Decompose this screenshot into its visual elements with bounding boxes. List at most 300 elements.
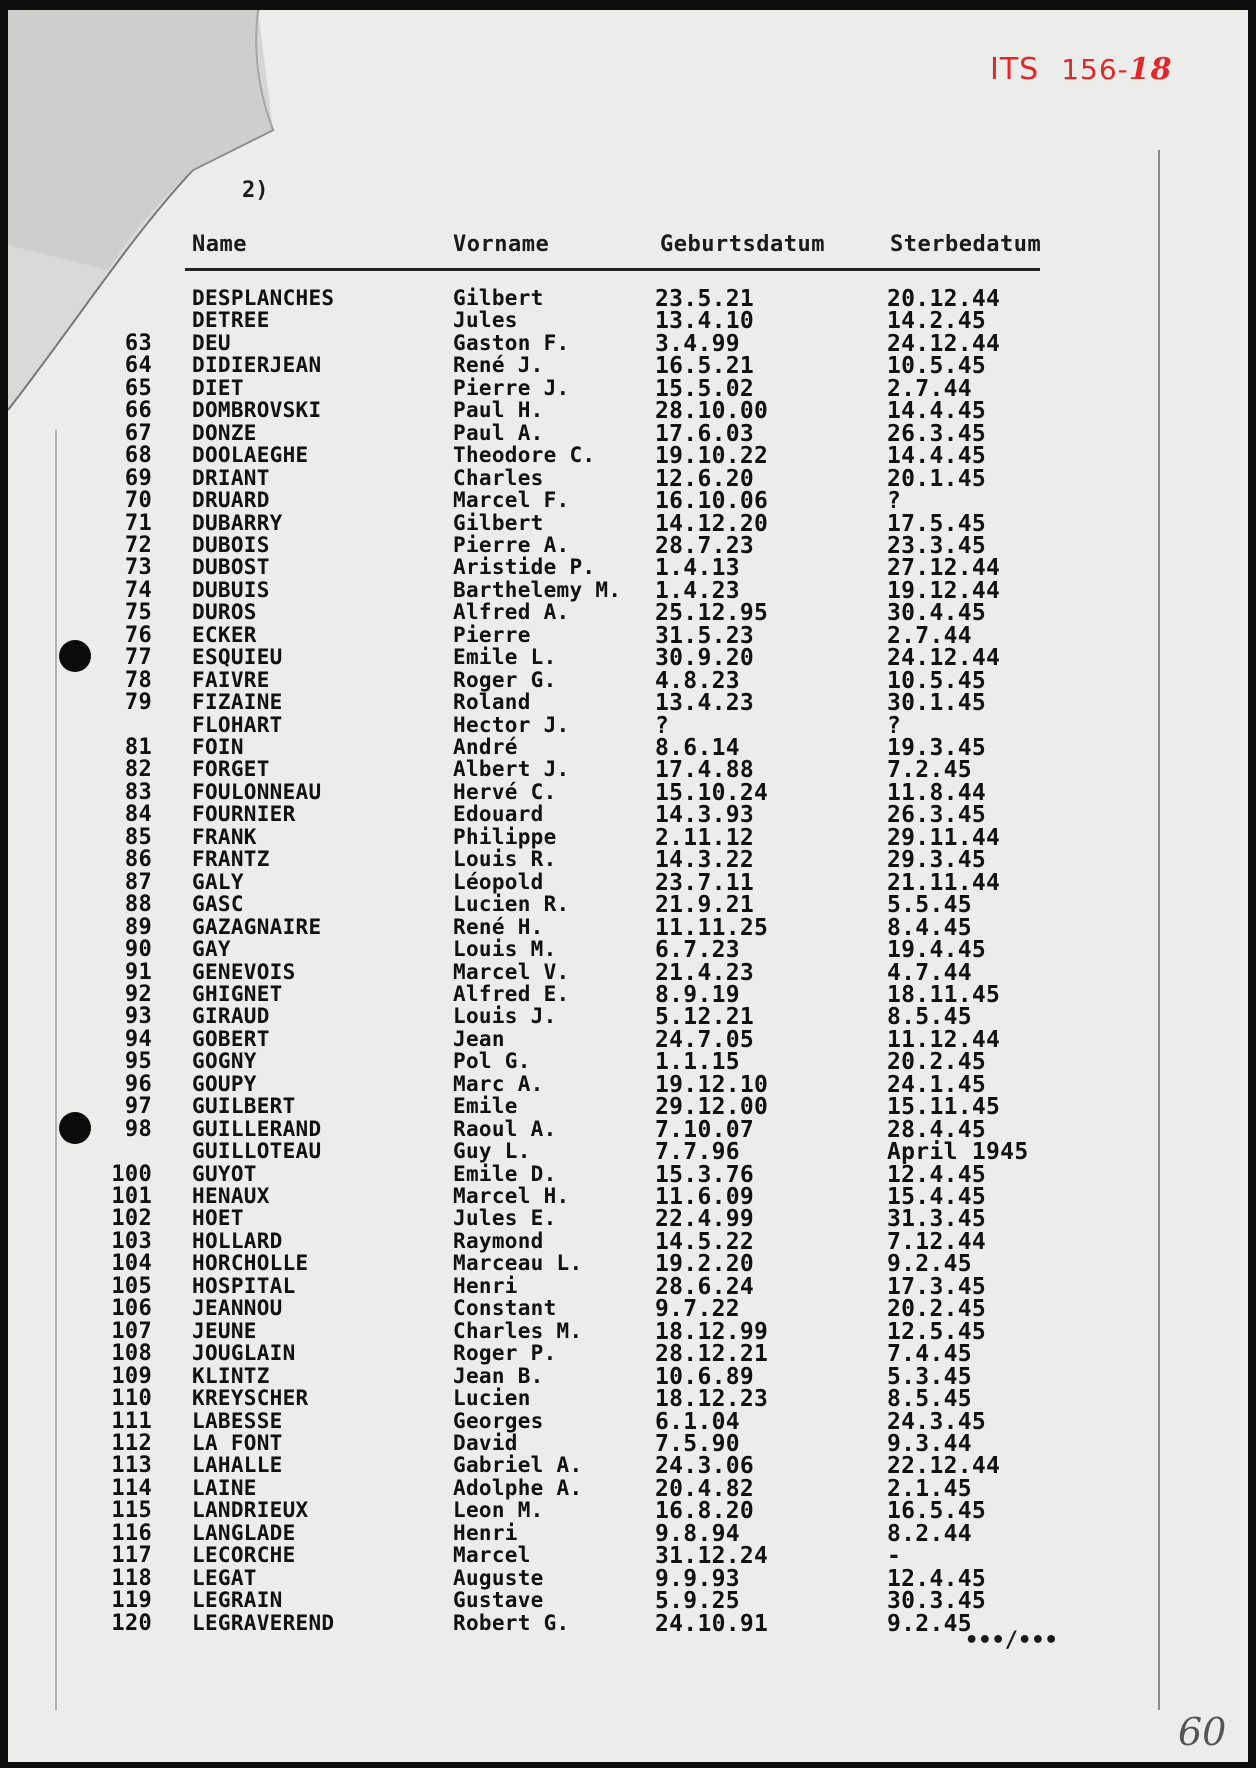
row-number: 87 [124,869,152,895]
surname: FAIVRE [192,667,270,692]
death-date: 2.1.45 [887,1475,972,1502]
birth-date: 28.10.00 [655,398,769,425]
surname: KREYSCHER [192,1386,309,1411]
death-date: ? [887,712,902,739]
row-number: 109 [111,1363,152,1389]
row-number: 65 [124,375,152,401]
birth-date: 16.5.21 [655,353,755,380]
birth-date: 15.5.02 [655,375,755,402]
death-date: 12.4.45 [887,1565,987,1592]
record-row [0,735,1256,761]
row-number: 108 [111,1341,152,1367]
first-name: Marceau L. [453,1251,583,1276]
record-row [0,1228,1256,1255]
record-row [0,869,1256,896]
first-name: Lucien R. [453,892,570,917]
row-number: 93 [124,1004,152,1030]
first-name: Raoul A. [453,1116,557,1141]
row-number: 113 [111,1453,152,1479]
surname: DONZE [192,420,257,445]
surname: LABESSE [192,1408,283,1433]
birth-date: 7.5.90 [655,1430,740,1457]
first-name: Lucien [453,1386,531,1411]
punch-hole-top [59,640,91,672]
row-number: 104 [111,1251,152,1277]
death-date: 2.7.44 [887,375,972,402]
row-number: 96 [124,1071,152,1097]
record-row [0,488,1256,515]
surname: FLOHART [192,712,283,737]
death-date: 11.8.44 [887,779,987,806]
surname: FRANTZ [192,847,270,872]
row-number: 92 [124,981,152,1007]
birth-date: 13.4.10 [655,308,755,335]
surname: HENAUX [192,1184,270,1208]
column-header-first-name: Vorname [453,232,550,257]
first-name: Jean [453,1026,505,1051]
row-number: 111 [111,1408,152,1434]
first-name: Marc A. [453,1071,544,1096]
record-row [0,892,1256,919]
death-date: 14.2.45 [887,308,987,335]
first-name: Gilbert [453,510,544,535]
death-date: 26.3.45 [887,420,987,447]
birth-date: 17.4.88 [655,757,755,784]
first-name: Gustave [453,1588,544,1613]
death-date: 24.3.45 [887,1408,987,1435]
surname: DETREE [192,308,270,333]
record-row [0,330,1256,357]
record-row [0,1341,1256,1368]
first-name: Robert G. [453,1610,570,1635]
row-number: 102 [111,1206,152,1232]
record-row [0,443,1256,470]
row-number: 101 [111,1184,152,1209]
death-date: 29.11.44 [887,824,1001,851]
record-row [0,1453,1256,1480]
record-row [0,1094,1256,1121]
row-number: 115 [111,1498,152,1524]
birth-date: 29.12.00 [655,1094,769,1121]
first-name: Marcel [453,1543,531,1568]
row-number: 75 [124,600,152,626]
surname: DIET [192,375,244,400]
death-date: 9.2.45 [887,1251,972,1278]
surname: FORGET [192,757,270,782]
birth-date: 19.2.20 [655,1251,755,1278]
surname: FOULONNEAU [192,779,322,804]
record-row [0,308,1256,335]
first-name: Paul H. [453,398,544,423]
row-number: 116 [111,1520,152,1546]
record-row [0,1139,1256,1166]
header-rule [185,268,1040,271]
death-date: 23.3.45 [887,532,987,559]
record-row [0,1049,1256,1076]
first-name: Barthelemy M. [453,577,622,602]
record-row [0,712,1256,739]
its-stamp [990,52,1173,87]
column-header-name: Name [192,232,247,257]
surname: GUYOT [192,1161,257,1186]
birth-date: 31.12.24 [655,1543,769,1570]
record-row [0,286,1256,312]
first-name: Marcel H. [453,1184,570,1208]
row-number: 91 [124,959,152,985]
death-date: 11.12.44 [887,1026,1001,1053]
first-name: Guy L. [453,1139,531,1164]
death-date: 20.12.44 [887,286,1001,312]
record-row [0,1116,1256,1143]
death-date: 2.7.44 [887,622,972,649]
record-row [0,1363,1256,1390]
birth-date: 5.9.25 [655,1588,740,1615]
birth-date: 12.6.20 [655,465,755,492]
first-name: Georges [453,1408,544,1433]
first-name: Auguste [453,1565,544,1590]
first-name: Louis M. [453,937,557,962]
first-name: Edouard [453,802,544,827]
death-date: 20.2.45 [887,1296,987,1323]
death-date: - [887,1543,902,1570]
surname: DUROS [192,600,257,625]
death-date: 31.3.45 [887,1206,987,1233]
surname: JEANNOU [192,1296,283,1321]
first-name: Charles [453,465,544,490]
birth-date: 28.6.24 [655,1273,755,1300]
record-row [0,577,1256,604]
surname: JEUNE [192,1318,257,1343]
surname: GIRAUD [192,1004,270,1029]
first-name: Emile D. [453,1161,557,1186]
birth-date: ? [655,712,670,739]
record-row [0,1565,1256,1592]
row-number: 66 [124,398,152,424]
death-date: 19.4.45 [887,937,987,964]
first-name: Roland [453,690,531,715]
record-row [0,555,1256,582]
first-name: Adolphe A. [453,1475,583,1500]
surname: HORCHOLLE [192,1251,309,1276]
surname: LECORCHE [192,1543,296,1568]
record-row [0,690,1256,717]
birth-date: 10.6.89 [655,1363,755,1390]
birth-date: 8.9.19 [655,981,740,1008]
record-row [0,1184,1256,1210]
birth-date: 3.4.99 [655,330,740,357]
birth-date: 21.9.21 [655,892,755,919]
record-row [0,465,1256,492]
record-row [0,1296,1256,1323]
row-number: 74 [124,577,152,603]
row-number: 86 [124,847,152,873]
birth-date: 8.6.14 [655,735,740,761]
record-row [0,1408,1256,1435]
death-date: 5.3.45 [887,1363,972,1390]
row-number: 84 [124,802,152,828]
death-date: 7.12.44 [887,1228,987,1255]
birth-date: 23.7.11 [655,869,755,896]
record-row [0,757,1256,784]
row-number: 98 [124,1116,152,1142]
record-row [0,937,1256,964]
death-date: 19.3.45 [887,735,987,761]
first-name: Léopold [453,869,544,894]
birth-date: 14.3.93 [655,802,755,829]
first-name: Jules E. [453,1206,557,1231]
first-name: Theodore C. [453,443,596,468]
death-date: 7.2.45 [887,757,972,784]
first-name: David [453,1430,518,1455]
record-row [0,1251,1256,1278]
row-number: 107 [111,1318,152,1344]
surname: ECKER [192,622,257,647]
surname: DOOLAEGHE [192,443,309,468]
row-number: 90 [124,937,152,963]
row-number: 70 [124,488,152,514]
birth-date: 1.1.15 [655,1049,740,1076]
birth-date: 24.7.05 [655,1026,755,1053]
birth-date: 24.3.06 [655,1453,755,1480]
birth-date: 25.12.95 [655,600,769,627]
record-row [0,802,1256,829]
surname: DUBOST [192,555,270,580]
first-name: Pol G. [453,1049,531,1074]
birth-date: 20.4.82 [655,1475,755,1502]
first-name: Hervé C. [453,779,557,804]
first-name: Emile L. [453,645,557,670]
birth-date: 14.12.20 [655,510,769,537]
death-date: 20.1.45 [887,465,987,492]
stamp-label: ITS [990,52,1040,87]
surname: LA FONT [192,1430,283,1455]
surname: DOMBROVSKI [192,398,322,423]
first-name: Jules [453,308,518,333]
row-number: 69 [124,465,152,491]
death-date: 30.3.45 [887,1588,987,1615]
death-date: 12.4.45 [887,1161,987,1188]
death-date: April 1945 [887,1139,1029,1166]
record-row [0,645,1256,672]
birth-date: 23.5.21 [655,286,755,312]
row-number: 85 [124,824,152,850]
continuation-mark: •••/••• [965,1628,1058,1653]
surname: DIDIERJEAN [192,353,322,378]
birth-date: 28.7.23 [655,532,755,559]
surname: HOET [192,1206,244,1231]
record-row [0,1610,1256,1637]
row-number: 100 [111,1161,152,1187]
death-date: 7.4.45 [887,1341,972,1368]
surname: GHIGNET [192,981,283,1006]
birth-date: 17.6.03 [655,420,755,447]
death-date: 15.4.45 [887,1184,987,1210]
death-date: 14.4.45 [887,398,987,425]
birth-date: 9.8.94 [655,1520,740,1547]
death-date: 15.11.45 [887,1094,1001,1121]
first-name: Gaston F. [453,330,570,355]
row-number: 94 [124,1026,152,1052]
birth-date: 9.9.93 [655,1565,740,1592]
birth-date: 4.8.23 [655,667,740,694]
row-number: 119 [111,1588,152,1614]
death-date: 10.5.45 [887,667,987,694]
birth-date: 15.3.76 [655,1161,755,1188]
record-row [0,1026,1256,1053]
surname: GALY [192,869,244,894]
first-name: Pierre J. [453,375,570,400]
first-name: Alfred E. [453,981,570,1006]
surname: DEU [192,330,231,355]
row-number: 106 [111,1296,152,1322]
surname: LEGRAVEREND [192,1610,335,1635]
death-date: 16.5.45 [887,1498,987,1525]
record-row [0,532,1256,559]
row-number: 79 [124,690,152,716]
first-name: Albert J. [453,757,570,782]
surname: LANGLADE [192,1520,296,1545]
birth-date: 18.12.99 [655,1318,769,1345]
birth-date: 16.10.06 [655,488,769,515]
surname: FIZAINE [192,690,283,715]
birth-date: 19.12.10 [655,1071,769,1098]
first-name: Philippe [453,824,557,849]
record-row [0,1386,1256,1413]
surname: LEGAT [192,1565,257,1590]
surname: KLINTZ [192,1363,270,1388]
surname: GAY [192,937,231,962]
birth-date: 21.4.23 [655,959,755,986]
first-name: Louis R. [453,847,557,872]
first-name: Aristide P. [453,555,596,580]
surname: DRUARD [192,488,270,513]
record-row [0,600,1256,627]
death-date: 28.4.45 [887,1116,987,1143]
birth-date: 6.1.04 [655,1408,740,1435]
death-date: 19.12.44 [887,577,1001,604]
surname: JOUGLAIN [192,1341,296,1366]
birth-date: 9.7.22 [655,1296,740,1323]
death-date: 17.3.45 [887,1273,987,1300]
first-name: Henri [453,1520,518,1545]
record-row [0,622,1256,649]
surname: HOSPITAL [192,1273,296,1298]
row-number: 112 [111,1430,152,1456]
death-date: 8.5.45 [887,1004,972,1031]
column-header-death-date: Sterbedatum [890,232,1042,257]
death-date: 9.3.44 [887,1430,972,1457]
surname: GOBERT [192,1026,270,1051]
surname: LEGRAIN [192,1588,283,1613]
surname: GASC [192,892,244,917]
death-date: 8.5.45 [887,1386,972,1413]
death-date: 26.3.45 [887,802,987,829]
record-row [0,1273,1256,1300]
surname: FOURNIER [192,802,296,827]
surname: LAHALLE [192,1453,283,1478]
record-row [0,959,1256,986]
first-name: Jean B. [453,1363,544,1388]
punch-hole-bottom [59,1112,91,1144]
birth-date: 22.4.99 [655,1206,755,1233]
surname: GUILLERAND [192,1116,322,1141]
surname: GOGNY [192,1049,257,1074]
birth-date: 18.12.23 [655,1386,769,1413]
birth-date: 19.10.22 [655,443,769,470]
record-row [0,1588,1256,1615]
row-number: 95 [124,1049,152,1075]
death-date: 8.4.45 [887,914,972,941]
first-name: Gilbert [453,286,544,310]
first-name: René J. [453,353,544,378]
row-number: 68 [124,443,152,469]
first-name: Pierre A. [453,532,570,557]
death-date: 5.5.45 [887,892,972,919]
surname: DUBUIS [192,577,270,602]
first-name: André [453,735,518,759]
record-row [0,1206,1256,1233]
first-name: Hector J. [453,712,570,737]
death-date: 29.3.45 [887,847,987,874]
death-date: 30.1.45 [887,690,987,717]
birth-date: 11.11.25 [655,914,769,941]
birth-date: 15.10.24 [655,779,769,806]
surname: FOIN [192,735,244,759]
row-number: 76 [124,622,152,648]
death-date: 27.12.44 [887,555,1001,582]
birth-date: 14.3.22 [655,847,755,874]
first-name: Raymond [453,1228,544,1253]
death-date: 17.5.45 [887,510,987,537]
birth-date: 24.10.91 [655,1610,769,1637]
row-number: 97 [124,1094,152,1120]
death-date: 12.5.45 [887,1318,987,1345]
first-name: Constant [453,1296,557,1321]
surname: DUBARRY [192,510,283,535]
death-date: ? [887,488,902,515]
row-number: 67 [124,420,152,446]
death-date: 18.11.45 [887,981,1001,1008]
record-row [0,981,1256,1008]
surname: LAINE [192,1475,257,1500]
first-name: René H. [453,914,544,939]
column-header-birth-date: Geburtsdatum [660,232,825,257]
surname: GOUPY [192,1071,257,1096]
surname: FRANK [192,824,257,849]
death-date: 8.2.44 [887,1520,972,1547]
row-number: 63 [124,330,152,356]
surname: GUILBERT [192,1094,296,1119]
record-row [0,847,1256,874]
row-number: 83 [124,779,152,805]
surname: DUBOIS [192,532,270,557]
birth-date: 11.6.09 [655,1184,755,1210]
record-row [0,398,1256,425]
surname: DESPLANCHES [192,286,335,310]
record-row [0,1498,1256,1525]
row-number: 78 [124,667,152,693]
surname: HOLLARD [192,1228,283,1253]
death-date: 21.11.44 [887,869,1001,896]
birth-date: 7.10.07 [655,1116,755,1143]
stamp-handwritten-number: 18 [1128,52,1173,87]
birth-date: 30.9.20 [655,645,755,672]
row-number: 103 [111,1228,152,1254]
first-name: Henri [453,1273,518,1298]
row-number: 105 [111,1273,152,1299]
first-name: Marcel V. [453,959,570,984]
row-number: 77 [124,645,152,671]
